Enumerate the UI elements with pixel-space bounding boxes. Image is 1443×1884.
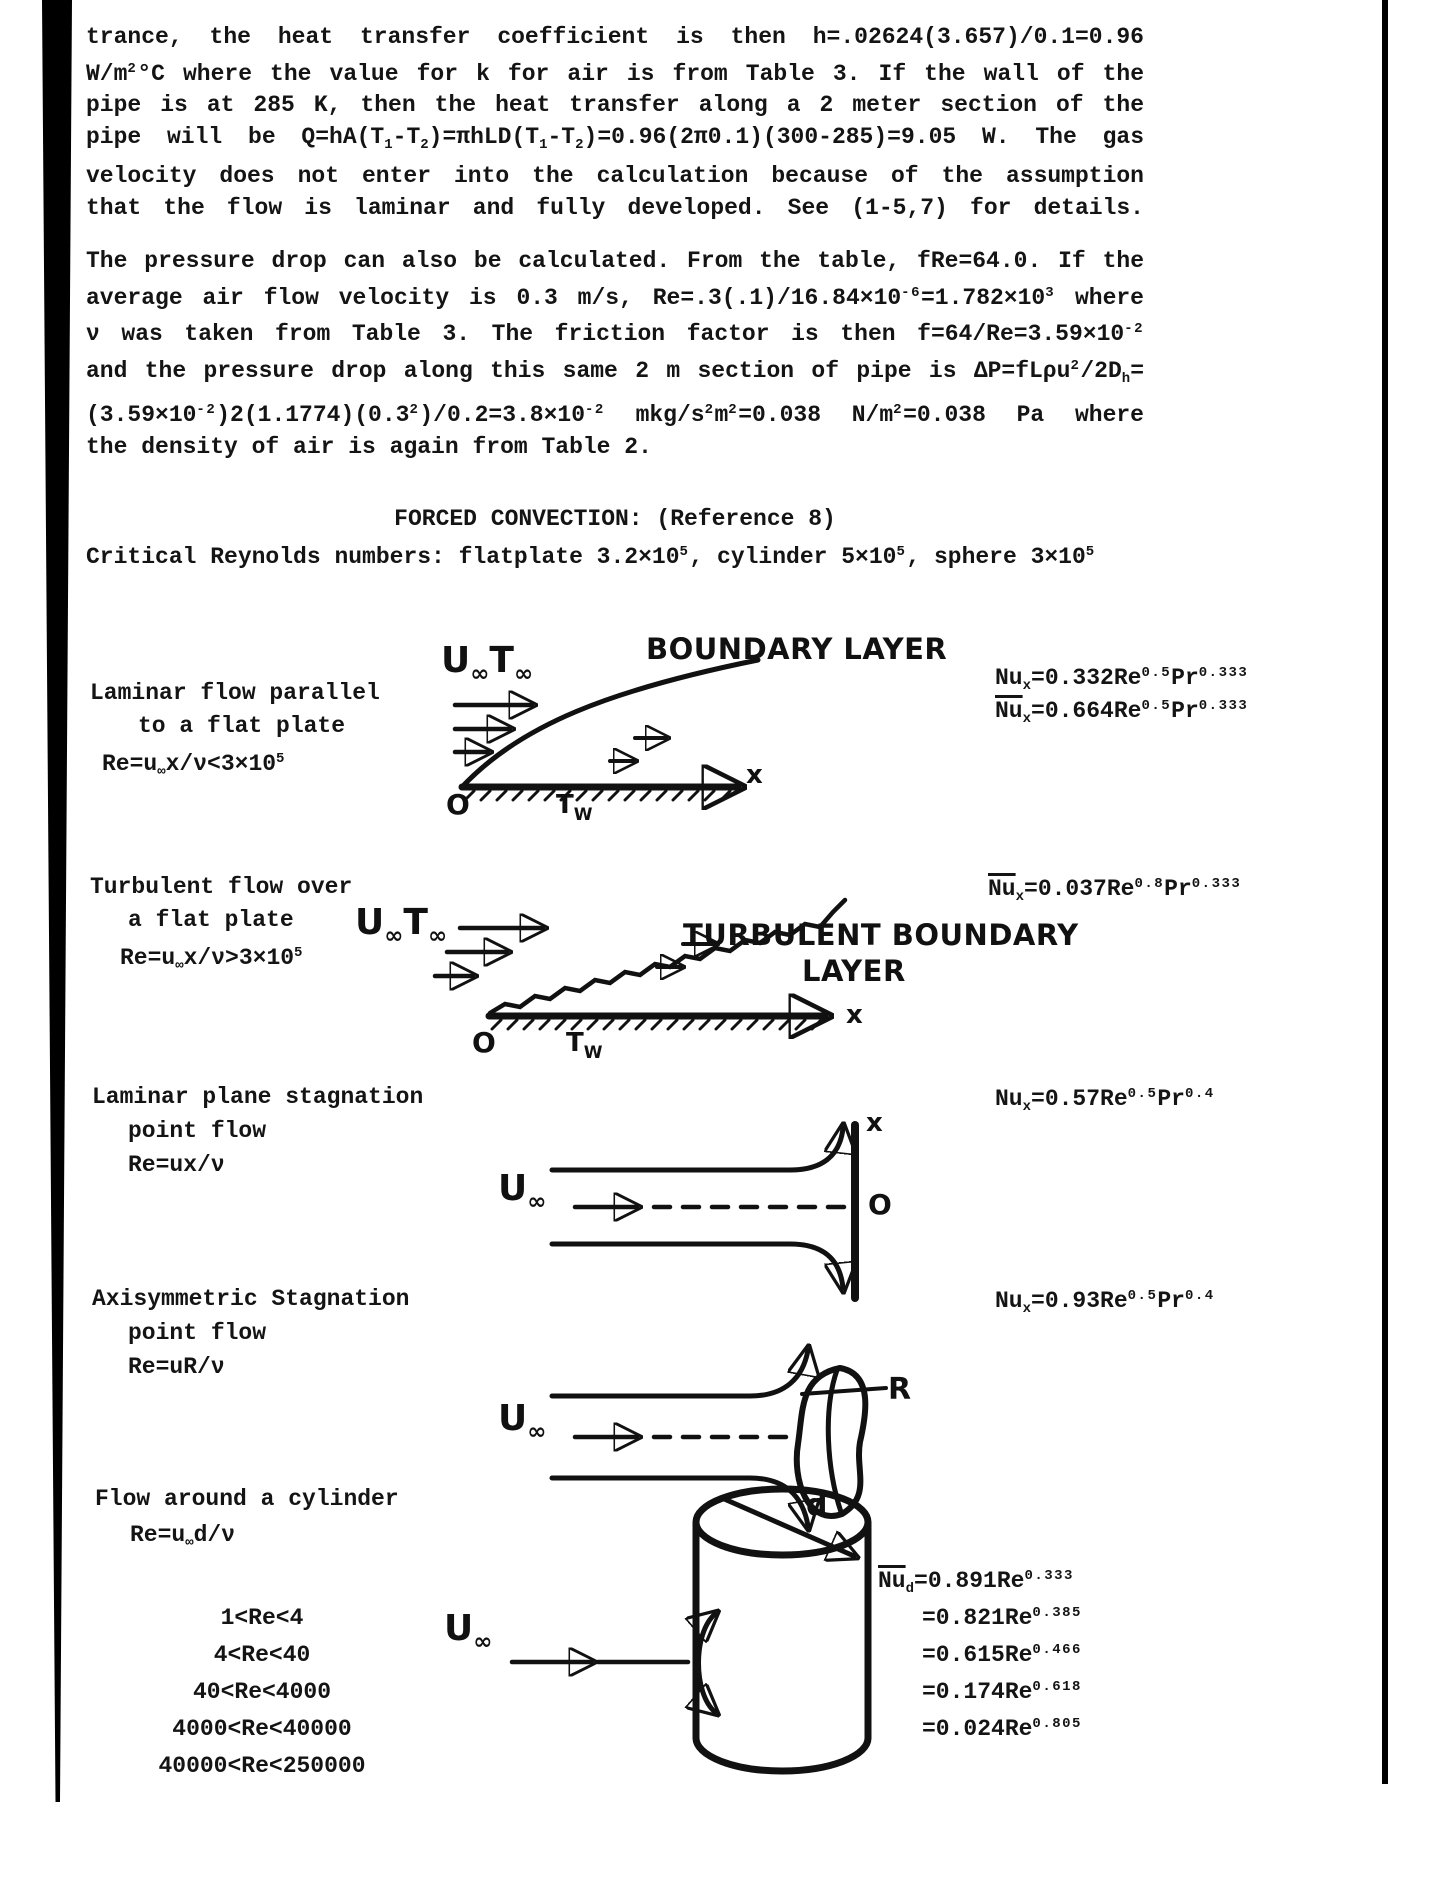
paragraph-line: and the pressure drop along this same 2 m section of pipe is $\Delta P=fL\rho u^2/2D_h=$ — [86, 357, 1144, 387]
cylinder-equation-4: $=0.174Re^{0.618}$ — [922, 1679, 1082, 1705]
x-axis-label: x — [866, 1108, 883, 1138]
reynolds-range-list — [92, 1600, 432, 1785]
plane-stagnation-diagram — [540, 1100, 900, 1320]
freestream-velocity-temperature-label: $U_\infty T_\infty$ — [441, 640, 534, 687]
upper-streamline — [552, 1128, 843, 1170]
reynolds-range: 4<Re<40 — [213, 1642, 311, 1668]
split-flow-arc — [699, 1614, 716, 1712]
turbulent-plate-label-1: Turbulent flow over — [90, 874, 353, 900]
radius-label: R — [888, 1372, 912, 1407]
critical-reynolds-line: Critical Reynolds numbers: flatplate $3.2\times 10^5$, cylinder $5\times 10^5$, sphere $3\times 10^5$ — [86, 544, 1096, 570]
paragraph-line: average air flow velocity is 0.3 m/s, $Re=.3(.1)/16.84\times 10^{-6}=1.782\times 10^3$ where — [86, 284, 1144, 311]
section-heading: FORCED CONVECTION: (Reference 8) — [394, 506, 836, 532]
page-right-border — [1382, 0, 1388, 1784]
wall-temperature-label: $T_W$ — [556, 790, 593, 825]
radius-line — [802, 1388, 886, 1394]
turbulent-boundary-layer-title-line2: LAYER — [802, 954, 906, 988]
paragraph-line: The pressure drop can also be calculated. From the table, fRe=64.0. If the — [86, 248, 1144, 274]
cylinder-equation-3: $=0.615Re^{0.466}$ — [922, 1642, 1082, 1668]
axisymmetric-label-3: Re=uR/ν — [128, 1354, 225, 1380]
freestream-velocity-label: $U_\infty$ — [444, 1608, 493, 1655]
cylinder-equation-2: $=0.821Re^{0.385}$ — [922, 1605, 1082, 1631]
origin-label: O — [446, 788, 470, 821]
paragraph-line: that the flow is laminar and fully developed. See (1-5,7) for details. — [86, 194, 1144, 221]
axisymmetric-label-1: Axisymmetric Stagnation — [92, 1286, 410, 1312]
freestream-velocity-temperature-label: $U_\infty T_\infty$ — [355, 902, 448, 949]
cylinder-equation-5: $=0.024Re^{0.805}$ — [922, 1716, 1082, 1742]
x-axis-label: x — [746, 760, 763, 790]
diameter-arrow — [722, 1498, 854, 1556]
laminar-boundary-layer-diagram — [440, 630, 980, 845]
x-axis-label: x — [846, 1000, 863, 1030]
freestream-velocity-label: $U_\infty$ — [498, 1398, 547, 1445]
axisymmetric-label-2: point flow — [128, 1320, 267, 1346]
paragraph-line: pipe will be $Q=hA(T_1-T_2)=\pi hLD(T_1-T_2)=0.96(2\pi 0.1)(300-285)=9.05$ W. The gas — [86, 123, 1144, 153]
paragraph-line: trance, the heat transfer coefficient is then h=.02624(3.657)/0.1=0.96 — [86, 24, 1144, 50]
origin-label: O — [868, 1188, 892, 1221]
wall-temperature-label: $T_W$ — [566, 1028, 603, 1063]
turbulent-boundary-layer-diagram — [425, 888, 875, 1043]
diameter-label: d — [806, 1488, 828, 1523]
paragraph-line: ν was taken from Table 3. The friction factor is then $f=64/Re=3.59\times 10^{-2}$ — [86, 321, 1144, 347]
plane-stagnation-label-3: Re=ux/ν — [128, 1152, 225, 1178]
paragraph-line: velocity does not enter into the calculation because of the assumption — [86, 163, 1144, 189]
paragraph-1 — [86, 22, 1144, 224]
origin-label: O — [472, 1026, 496, 1059]
paragraph-line: the density of air is again from Table 2. — [86, 433, 652, 460]
turbulent-plate-label-3: $Re=u_\infty x/\nu>3\times 10^5$ — [120, 945, 304, 974]
reynolds-range: 40<Re<4000 — [192, 1679, 332, 1705]
turbulent-plate-label-2: a flat plate — [128, 907, 294, 933]
cylinder-label-1: Flow around a cylinder — [95, 1486, 399, 1512]
plane-stagnation-label-2: point flow — [128, 1118, 267, 1144]
laminar-plate-equation-1: $Nu_x=0.332Re^{0.5}Pr^{0.333}$ — [995, 665, 1249, 694]
plane-stagnation-label-1: Laminar plane stagnation — [92, 1084, 424, 1110]
upper-streamline — [552, 1350, 808, 1396]
plate-hatching — [465, 791, 730, 800]
cylinder-flow-diagram — [430, 1478, 1000, 1798]
cylinder-label-2: $Re=u_\infty d/\nu$ — [130, 1522, 236, 1551]
laminar-plate-label-3: $Re=u_\infty x/\nu<3\times 10^5$ — [102, 751, 286, 780]
turbulent-plate-equation: $\overline{Nu}_x=0.037Re^{0.8}Pr^{0.333}$ — [988, 876, 1242, 905]
cylinder-bottom-arc — [696, 1738, 868, 1771]
reynolds-range: 40000<Re<250000 — [158, 1753, 366, 1779]
paragraph-line: $W/m^2^\circ C$ where the value for k for air is from Table 3. If the wall of the — [86, 60, 1144, 87]
reynolds-range: 4000<Re<40000 — [172, 1716, 352, 1742]
plate-hatching — [492, 1020, 821, 1029]
paragraph-2 — [86, 246, 1144, 463]
cylinder-equation-1: $\overline{Nu}_d=0.891Re^{0.333}$ — [878, 1568, 1074, 1597]
turbulent-boundary-layer-title-line1: TURBULENT BOUNDARY — [683, 918, 1079, 952]
axisymmetric-equation: $Nu_x=0.93Re^{0.5}Pr^{0.4}$ — [995, 1288, 1215, 1317]
reynolds-range: 1<Re<4 — [220, 1605, 304, 1631]
boundary-layer-title: BOUNDARY LAYER — [646, 632, 948, 666]
freestream-velocity-label: $U_\infty$ — [498, 1168, 547, 1215]
turbulent-boundary-curve — [490, 900, 845, 1013]
laminar-plate-label-2: to a flat plate — [138, 713, 346, 739]
lower-streamline — [552, 1244, 843, 1288]
laminar-plate-label-1: Laminar flow parallel — [90, 680, 380, 706]
plane-stagnation-equation: $Nu_x=0.57Re^{0.5}Pr^{0.4}$ — [995, 1086, 1215, 1115]
paragraph-line: $(3.59\times 10^{-2})2(1.1774)(0.3^2)/0.2=3.8\times 10^{-2}$ mkg/$s^2m^2=0.038$ $N/m^2=0.038$ Pa where — [86, 402, 1144, 428]
paragraph-line: pipe is at 285 K, then the heat transfer along a 2 meter section of the — [86, 92, 1144, 118]
page-binding-edge — [42, 0, 72, 1802]
boundary-layer-curve — [462, 660, 758, 787]
laminar-plate-equation-2: $\overline{Nu}_x=0.664Re^{0.5}Pr^{0.333}$ — [995, 698, 1249, 727]
